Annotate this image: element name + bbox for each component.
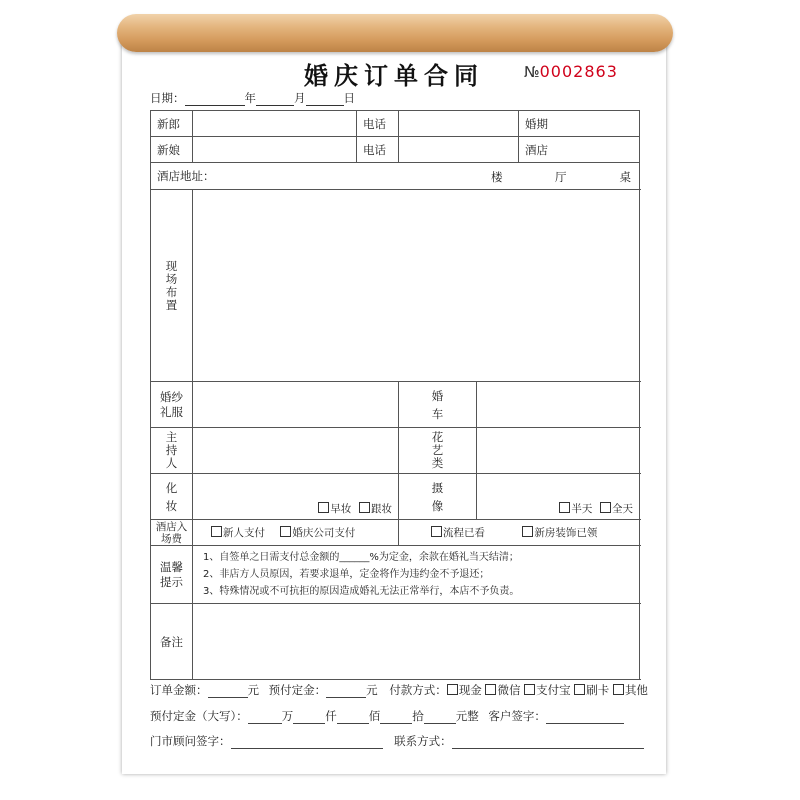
entry-fee-row [151,520,640,546]
tip-item-1: 1、自签单之日需支付总金额的______%为定金，余款在婚礼当天结清； [203,552,519,563]
card-checkbox[interactable] [574,684,585,695]
makeup-label: 化妆 [151,474,193,520]
year-blank[interactable] [185,93,245,106]
deposit-upper-label: 预付定金（大写）： [150,709,248,723]
host-label: 主持人 [151,428,193,474]
address-field[interactable] [151,163,640,190]
day-blank[interactable] [306,93,344,106]
shi-blank[interactable] [380,711,412,724]
deposit-blank[interactable] [326,685,366,698]
yuan-blank[interactable] [424,711,456,724]
bai-blank[interactable] [337,711,369,724]
table-label: 桌 [619,170,631,184]
qian-label: 仟 [325,709,337,723]
month-blank[interactable] [256,93,294,106]
couple-pays-label: 新人支付 [223,527,265,539]
car-field[interactable] [477,382,640,428]
host-field[interactable] [193,428,399,474]
other-label: 其他 [624,683,648,697]
groom-label: 新郎 [151,111,193,137]
serial-number [524,62,618,81]
decor-received-label: 新房装饰已领 [534,527,598,539]
entry-fee-status [399,520,640,546]
date-line [150,90,355,106]
payment-label: 付款方式： [389,683,447,697]
photo-label: 摄像 [399,474,477,520]
contact-label: 联系方式： [394,734,452,748]
hotel-label: 酒店 [519,137,640,163]
tips-label: 温馨提示 [151,546,193,604]
card-label: 刷卡 [586,683,610,697]
groom-phone-label: 电话 [357,111,399,137]
groom-field[interactable] [193,111,357,137]
remarks-row [151,604,640,680]
early-makeup-label: 早妆 [330,503,352,515]
bride-field[interactable] [193,137,357,163]
consultant-sign-label: 门市顾问签字： [150,734,231,748]
floor-label: 楼 [491,170,503,184]
couple-pays-checkbox[interactable] [211,526,222,537]
entry-fee-label: 酒店入场费 [151,520,193,546]
gown-row [151,382,640,428]
half-day-label: 半天 [571,503,593,515]
wan-label: 万 [281,709,294,723]
follow-makeup-label: 跟妆 [371,503,392,515]
serial-value: 0002863 [539,62,618,81]
company-pays-label: 婚庆公司支付 [292,527,356,539]
groom-phone-field[interactable] [399,111,519,137]
full-day-label: 全天 [612,503,633,515]
serial-prefix: № [524,63,540,81]
process-viewed-label: 流程已看 [443,527,485,539]
groom-row [151,111,640,137]
remarks-field[interactable] [193,604,640,680]
wan-blank[interactable] [248,711,282,724]
consultant-sign-blank[interactable] [231,736,383,749]
address-row [151,163,640,190]
wedding-date-label: 婚期 [519,111,640,137]
host-row [151,428,640,474]
customer-sign-blank[interactable] [546,711,624,724]
tips-row [151,546,640,604]
order-amount-label: 订单金额： [150,683,208,697]
order-amount-unit: 元 [247,683,259,697]
amount-line [150,682,648,698]
decor-received-checkbox[interactable] [522,526,533,537]
decoration-label: 现场布置 [151,190,193,382]
gown-field[interactable] [193,382,399,428]
bride-label: 新娘 [151,137,193,163]
wechat-label: 微信 [497,683,521,697]
tip-item-3: 3、特殊情况或不可抗拒的原因造成婚礼无法正常举行，本店不予负责。 [203,586,520,597]
bride-phone-label: 电话 [357,137,399,163]
deposit-upper-line [150,708,624,724]
cash-checkbox[interactable] [447,684,458,695]
contract-sheet [122,32,666,774]
month-label: 月 [294,91,306,105]
contact-blank[interactable] [452,736,644,749]
process-viewed-checkbox[interactable] [431,526,442,537]
flowers-label: 花艺类 [399,428,477,474]
address-label: 酒店地址： [157,169,215,183]
remarks-label: 备注 [151,604,193,680]
yuanzheng-label: 元整 [455,709,479,723]
half-day-checkbox[interactable] [559,502,570,513]
qian-blank[interactable] [293,711,325,724]
tips-content [193,546,640,604]
binding-strip [117,14,673,52]
contract-title: 婚庆订单合同 [304,62,484,90]
alipay-label: 支付宝 [536,683,571,697]
deposit-unit: 元 [366,683,378,697]
cash-label: 现金 [458,683,482,697]
bride-phone-field[interactable] [399,137,519,163]
consultant-line [150,733,644,749]
order-form-table [150,110,640,680]
day-label: 日 [343,91,355,105]
hall-label: 厅 [555,170,567,184]
flowers-field[interactable] [477,428,640,474]
early-makeup-checkbox[interactable] [318,502,329,513]
photo-field [477,474,640,520]
deposit-label: 预付定金： [268,683,327,697]
entry-fee-payer [193,520,399,546]
makeup-row [151,474,640,520]
bride-row [151,137,640,163]
decoration-field[interactable] [193,190,640,382]
order-amount-blank[interactable] [208,685,248,698]
shi-label: 拾 [412,709,424,723]
tip-item-2: 2、非店方人员原因，若要求退单，定金将作为违约金不予退还； [203,569,490,580]
customer-sign-label: 客户签字： [488,709,546,723]
wechat-checkbox[interactable] [485,684,496,695]
date-label: 日期： [150,91,185,105]
company-pays-checkbox[interactable] [280,526,291,537]
bai-label: 佰 [368,709,381,723]
gown-label: 婚纱礼服 [151,382,193,428]
follow-makeup-checkbox[interactable] [359,502,370,513]
other-checkbox[interactable] [613,684,624,695]
alipay-checkbox[interactable] [524,684,535,695]
makeup-field [193,474,399,520]
full-day-checkbox[interactable] [600,502,611,513]
decoration-row [151,190,640,382]
car-label: 婚车 [399,382,477,428]
year-label: 年 [244,91,256,105]
